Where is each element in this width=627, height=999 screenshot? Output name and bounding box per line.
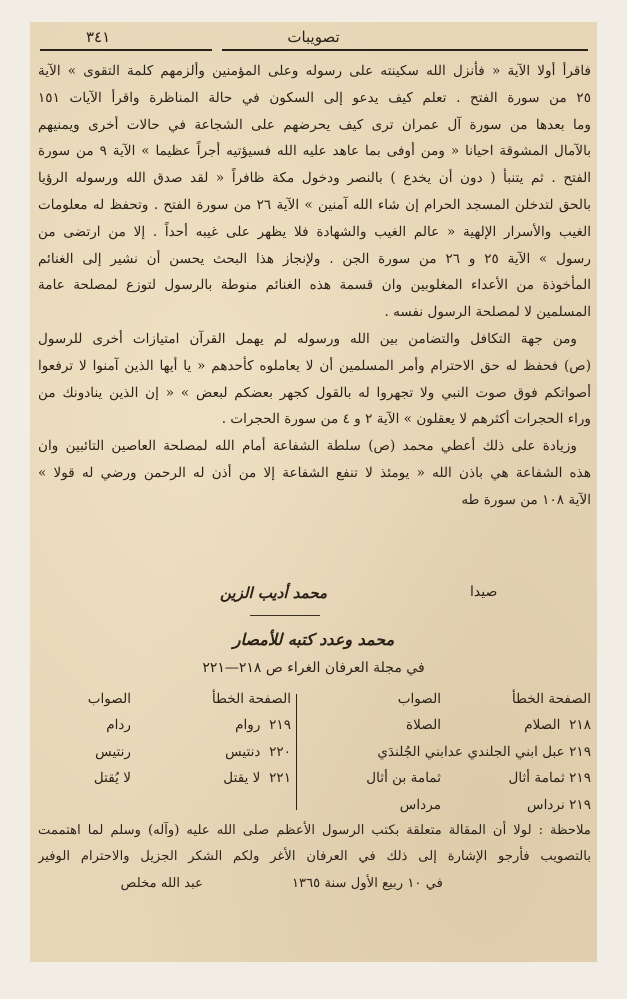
- cell-error: ٢١٩ ثمامة أثال: [508, 770, 591, 787]
- text-line: المأخوذة من الأعداء المغلوبين وان قسمة هذه الغنائم منوطة بالرسول لتوزع لمصلحة عامة: [38, 277, 591, 294]
- col-header-page-error: الصفحة الخطأ: [212, 691, 291, 707]
- text-line: المسلمين لا لمصلحة الرسول نفسه .: [384, 304, 591, 321]
- article-subtitle: في مجلة العرفان الغراء ص ٢١٨—٢٢١: [202, 660, 425, 676]
- text-line: الآية ١٠٨ من سورة طه: [461, 491, 591, 508]
- cell-correct: الصلاة: [406, 717, 441, 734]
- cell-correct: ثمامة بن أثال: [366, 770, 441, 787]
- text-line: أصواتكم فوق صوت النبي ولا تجهروا له بالقول كجهر بعضكم لبعض » « إن الذين ينادونك من: [38, 384, 591, 401]
- note-author: عبد الله مخلص: [120, 875, 203, 891]
- col-header-correct: الصواب: [87, 691, 131, 707]
- cell-correct: رنتيس: [95, 743, 131, 760]
- table-header: [38, 686, 591, 712]
- text-line: بالآمال المشوقة احيانا « ومن أوفى بما عاهد عليه الله فسيؤتيه أجراً عظيما » الآية ٩ من سورة: [38, 143, 591, 160]
- table-row: [38, 739, 591, 765]
- cell-error: ٢١٩ نرداس: [527, 796, 591, 813]
- header-rule-left: [40, 49, 212, 51]
- cell-correct: لا يُقتل: [93, 770, 131, 787]
- table-row: [38, 712, 591, 738]
- article-title: محمد وعدد كتبه للأمصار: [232, 630, 395, 649]
- text-line: رسول » الآية ٢٥ و ٢٦ من سورة الجن . ولإنجاز هذا البحث يحسن أن نشير إلى الغنائم: [38, 250, 591, 267]
- col-header-correct: الصواب: [397, 691, 441, 707]
- table-row: [38, 792, 591, 818]
- body-text: [38, 58, 591, 514]
- running-title: تصويبات: [287, 28, 340, 46]
- text-line: ٢٥ من سورة الفتح . تعلم كيف يدعو إلى السكون في حالة المناظرة واقرأ الآيات ١٥١: [38, 89, 591, 106]
- text-line: وراء الحجرات أكثرهم لا يعقلون » الآية ٢ و ٤ من سورة الحجرات .: [221, 411, 591, 428]
- text-line: الغيب والأسرار الإلهية « عالم الغيب والشهادة فلا يظهر على غيبه أحداً . إلا من ارتضى من: [38, 223, 591, 240]
- errata-table: [38, 686, 591, 818]
- text-line: فاقرأ أولا الآية « فأنزل الله سكينته على رسوله وعلى المؤمنين وألزمهم كلمة التقوى » الآية: [38, 63, 591, 79]
- text-line: وما بعدها من سورة آل عمران ترى كيف يحرضهم على الشجاعة في حالات أخرى ويمنيهم: [38, 116, 591, 133]
- cell-error: ٢٢٠ دنتيس: [225, 743, 291, 760]
- text-line: وزيادة على ذلك أعطي محمد (ص) سلطة الشفاعة أمام الله لمصلحة العاصين التائبين وان: [38, 438, 577, 455]
- note-line: ملاحظة : لولا أن المقالة متعلقة بكتب الرسول الأعظم صلى الله عليه (وآله) وسلم لما اهتممت: [38, 823, 591, 838]
- header-rule-right: [222, 49, 588, 51]
- cell-error: ٢١٨ الصلام: [524, 717, 591, 734]
- page-number: ٣٤١: [86, 28, 111, 46]
- cell-error: ٢٢١ لا يقتل: [223, 770, 291, 787]
- scanned-page: [30, 22, 597, 962]
- text-line: ومن جهة التكافل والتضامن بين الله ورسوله لم يهمل القرآن امتيازات أخرى للرسول: [38, 330, 577, 347]
- col-header-page-error: الصفحة الخطأ: [512, 691, 591, 707]
- note: [38, 818, 591, 897]
- note-footer: [38, 871, 591, 897]
- cell-correct: ردام: [106, 717, 131, 734]
- cell-correct: عدابني الجُلندَي: [377, 743, 463, 760]
- author-place: صيدا: [470, 584, 498, 600]
- text-line: هذه الشفاعة هي باذن الله « يومئذ لا تنفع الشفاعة إلا من أذن له الرحمن ورضي له قولا »: [38, 464, 591, 481]
- text-line: (ص) فحفظ له حق الاحترام وأمر المسلمين أن لا يعاملوه كأحدهم « يا أيها الذين آمنوا لا ترفعوا: [38, 357, 591, 374]
- text-line: الفتح . ثم يتنبأ ( دون أن يخدع ) بالنصر ودخول مكة ظافراً « لقد صدق الله ورسوله الرؤيا: [38, 170, 591, 187]
- note-line: بالتصويب فأرجو الإشارة إلى ذلك في العرفان الأغر ولكم الشكر الجزيل والاحترام الوفير: [38, 849, 591, 865]
- cell-correct: مرداس: [399, 796, 441, 813]
- note-date: في ١٠ ربيع الأول سنة ١٣٦٥: [291, 875, 443, 891]
- section-divider: [250, 615, 320, 616]
- table-row: [38, 765, 591, 791]
- page-header: [42, 28, 585, 50]
- cell-error: ٢١٩ عبل ابني الجلندي: [467, 743, 591, 760]
- cell-error: ٢١٩ روام: [235, 717, 291, 734]
- author-signature: محمد أديب الزين: [220, 584, 328, 602]
- text-line: بالحق لتدخلن المسجد الحرام إن شاء الله آمنين » الآية ٢٦ من سورة الفتح . وتحفظ له معلومات: [38, 196, 591, 213]
